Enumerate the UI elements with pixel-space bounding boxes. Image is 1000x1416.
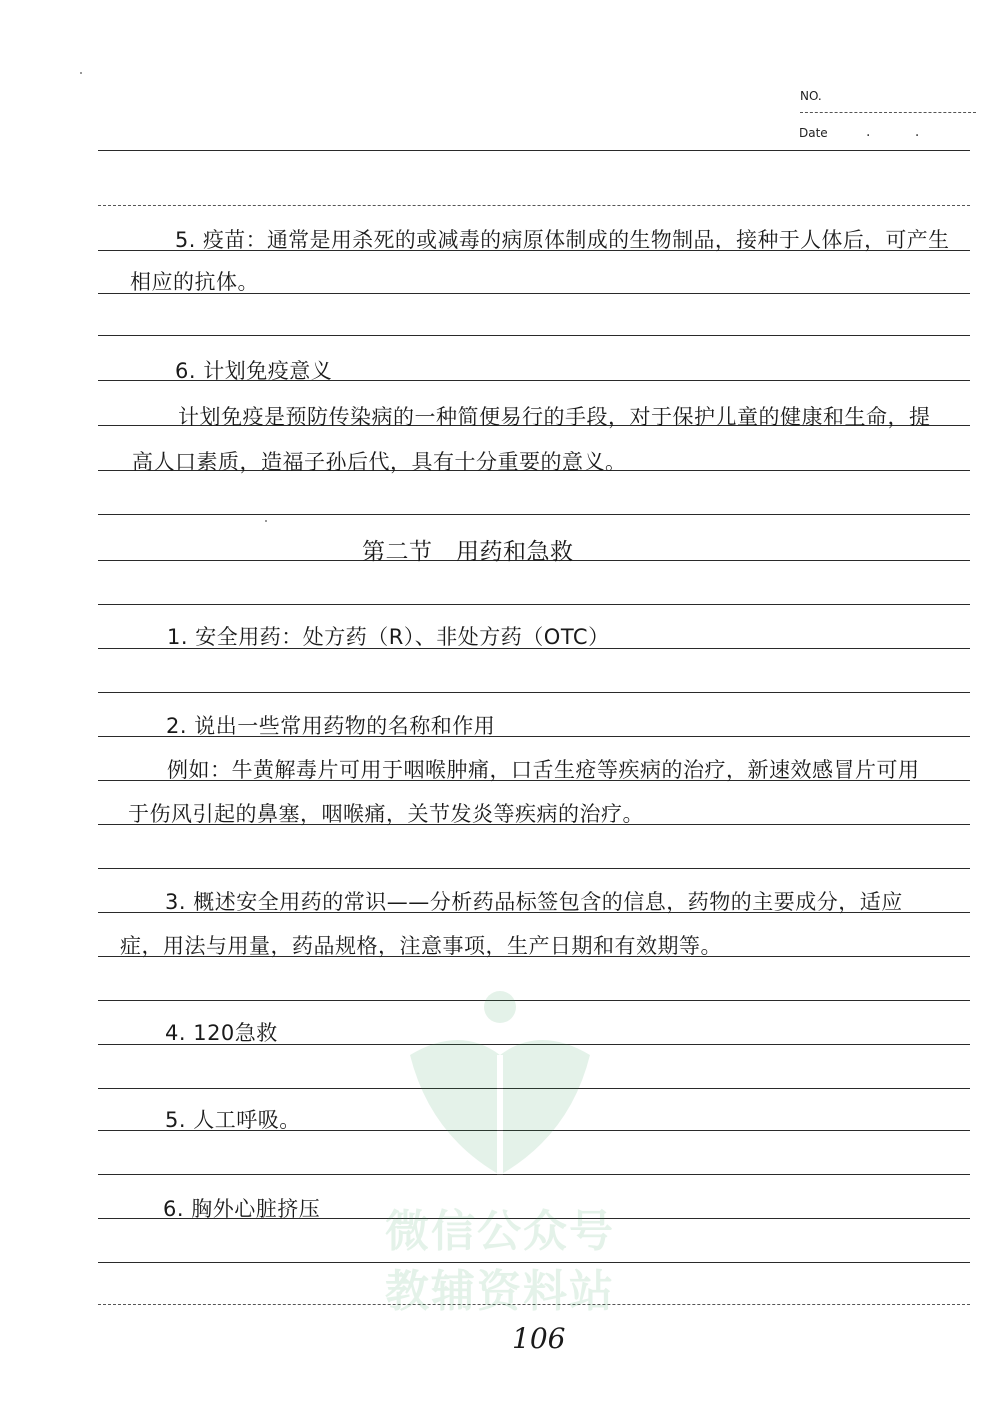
watermark-leaf-logo-icon: [370, 985, 630, 1185]
heading-chest-compression: 6. 胸外心脏挤压: [163, 1197, 321, 1221]
ruled-line: [98, 335, 970, 336]
watermark-line1: 微信公众号: [385, 1206, 615, 1257]
text-drug-example: 例如：牛黄解毒片可用于咽喉肿痛，口舌生疮等疾病的治疗，新速效感冒片可用: [167, 758, 920, 782]
text-safe-medication-knowledge-cont: 症，用法与用量，药品规格，注意事项，生产日期和有效期等。: [120, 934, 722, 958]
text-immunization: 计划免疫是预防传染病的一种简便易行的手段，对于保护儿童的健康和生命，提: [178, 405, 931, 429]
number-dashed-line: [800, 112, 976, 113]
scan-speck: [265, 520, 267, 522]
scan-speck: [80, 72, 82, 74]
text-vaccine-definition: 5. 疫苗：通常是用杀死的或减毒的病原体制成的生物制品，接种于人体后，可产生: [175, 228, 950, 252]
section-title: 第二节 用药和急救: [362, 539, 574, 565]
number-label: NO.: [800, 89, 822, 103]
heading-artificial-respiration: 5. 人工呼吸。: [165, 1108, 301, 1132]
ruled-line: [98, 604, 970, 605]
text-safe-medication-knowledge: 3. 概述安全用药的常识——分析药品标签包含的信息，药物的主要成分，适应: [165, 890, 903, 914]
date-label: Date: [799, 126, 828, 140]
ruled-line: [98, 205, 970, 206]
watermark: [370, 985, 630, 1315]
text-drug-example-cont: 于伤风引起的鼻塞，咽喉痛，关节发炎等疾病的治疗。: [128, 802, 644, 826]
watermark-line2: 教辅资料站: [385, 1266, 615, 1317]
ruled-line: [98, 692, 970, 693]
ruled-line: [98, 868, 970, 869]
heading-common-drugs: 2. 说出一些常用药物的名称和作用: [166, 714, 496, 738]
text-immunization-cont: 高人口素质，造福子孙后代，具有十分重要的意义。: [132, 450, 627, 474]
ruled-line: [98, 150, 970, 151]
heading-immunization-significance: 6. 计划免疫意义: [175, 359, 333, 383]
text-vaccine-definition-cont: 相应的抗体。: [130, 270, 259, 294]
heading-first-aid-120: 4. 120急救: [165, 1021, 278, 1045]
text-safe-medication: 1. 安全用药：处方药（R）、非处方药（OTC）: [167, 625, 610, 649]
ruled-line: [98, 514, 970, 515]
page-number: 106: [512, 1322, 566, 1355]
date-dots: . .: [866, 124, 940, 140]
